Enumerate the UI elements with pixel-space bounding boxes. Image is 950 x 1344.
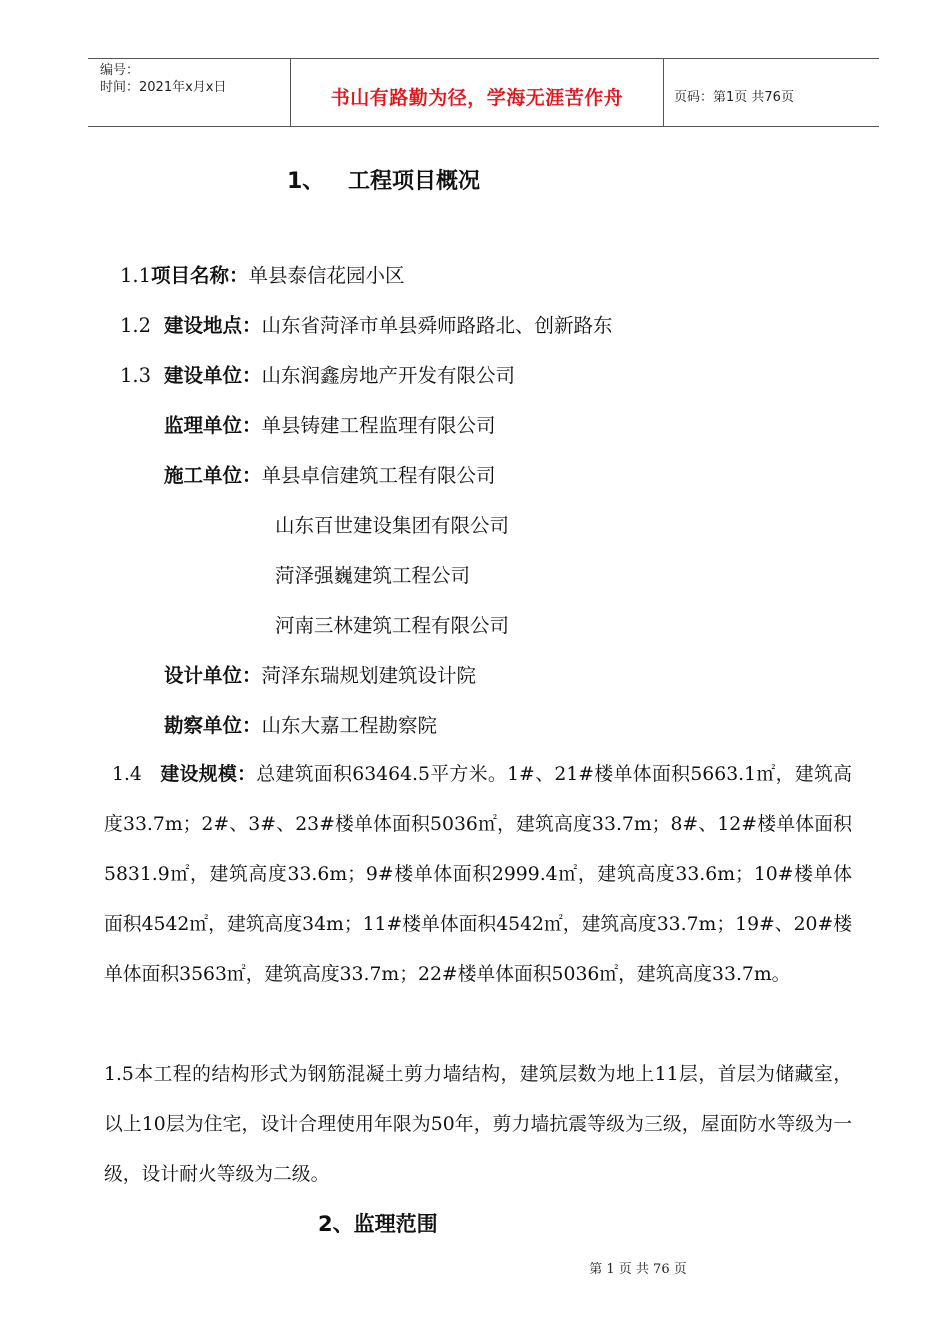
header-bottom-rule [88,126,879,127]
header-code: 编号： [100,63,140,78]
item-owner [120,363,515,389]
item-supervisor [164,413,496,439]
item-location [120,313,613,339]
item-value: 山东省菏泽市单县舜师路路北、创新路东 [261,314,613,337]
item-project-name [120,263,405,289]
item-label: 建设地点： [164,314,262,337]
item-label: 设计单位： [164,664,262,687]
item-label: 项目名称： [151,264,249,287]
item-value: 单县泰信花园小区 [248,264,405,287]
page-footer [0,1258,950,1277]
section1-number: 1、 [287,169,325,194]
scale-text: 总建筑面积63464.5平方米。1#、21#楼单体面积5663.1㎡，建筑高度33.7m；2#、3#、23#楼单体面积5036㎡，建筑高度33.7m；8#、12#楼单体面积5831.9㎡，建筑高度33.6m；9#楼单体面积2999.4㎡，建筑高度33.6m；10#楼单体面积4542㎡，建筑高度34m；11#楼单体面积4542㎡，建筑高度33.7m；19#、20#楼单体面积3563㎡，建筑高度33.7m；22#楼单体面积5036㎡，建筑高度33.7m。 [104,764,853,985]
section1-title: 工程项目概况 [348,169,481,194]
scale-number: 1.4 [112,764,142,785]
structure-paragraph [104,1050,852,1200]
scale-paragraph [104,750,852,1000]
item-value: 单县卓信建筑工程有限公司 [261,464,496,487]
header-page-info: 页码：第1页 共76页 [674,90,794,105]
scale-label: 建设规模： [160,764,257,785]
header-time: 时间：2021年x月x日 [100,80,227,95]
item-contractor-4: 河南三林建筑工程有限公司 [275,614,510,637]
footer-page-number: 第 1 页 共 76 页 [589,1262,687,1277]
item-label: 监理单位： [164,414,262,437]
header-divider-left [290,58,291,126]
item-contractor [164,463,496,489]
header-meta [100,62,226,96]
item-number: 1.1 [120,264,152,287]
item-designer [164,663,476,689]
header-divider-right [663,58,664,126]
item-value: 单县铸建工程监理有限公司 [261,414,496,437]
item-label: 建设单位： [164,364,262,387]
item-number: 1.3 [120,364,152,387]
item-label: 勘察单位： [164,714,262,737]
item-number: 1.2 [120,314,152,337]
item-label: 施工单位： [164,464,262,487]
item-contractor-3: 菏泽强巍建筑工程公司 [275,564,471,587]
header-motto: 书山有路勤为径，学海无涯苦作舟 [330,87,624,109]
section2-title: 2、监理范围 [318,1212,438,1236]
item-contractor-2: 山东百世建设集团有限公司 [275,514,510,537]
item-surveyor [164,713,437,739]
item-value: 山东润鑫房地产开发有限公司 [261,364,516,387]
item-value: 菏泽东瑞规划建筑设计院 [261,664,477,687]
header-top-rule [88,58,879,59]
item-value: 山东大嘉工程勘察院 [261,714,438,737]
structure-text: 1.5本工程的结构形式为钢筋混凝土剪力墙结构，建筑层数为地上11层，首层为储藏室，以上10层为住宅，设计合理使用年限为50年，剪力墙抗震等级为三级，屋面防水等级为一级，设计耐火等级为二级。 [104,1064,852,1185]
